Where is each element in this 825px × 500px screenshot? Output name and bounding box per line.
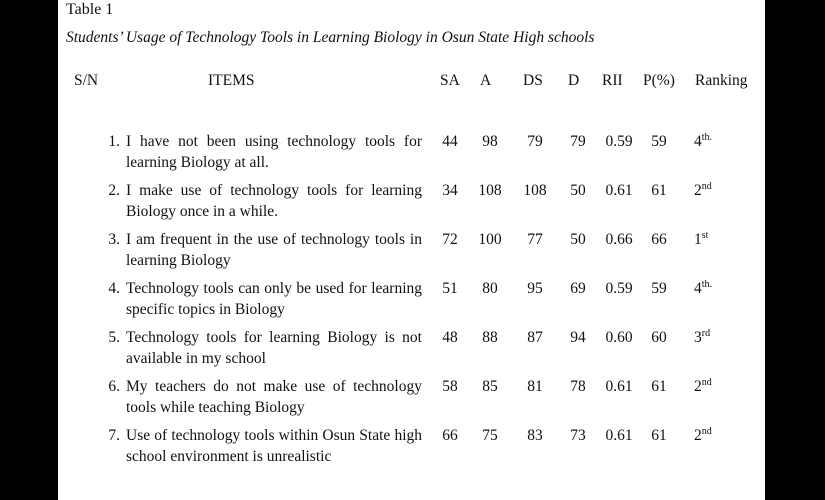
- row-sn: 3.: [108, 231, 120, 248]
- header-p: P(%): [643, 72, 675, 89]
- row-p: 61: [651, 427, 667, 444]
- rank-number: 3: [694, 329, 702, 346]
- rank-suffix: th.: [701, 278, 713, 290]
- row-rii: 0.59: [605, 280, 633, 297]
- table-label: Table 1: [66, 1, 114, 18]
- row-sa: 72: [442, 231, 458, 248]
- row-a: 100: [478, 231, 502, 248]
- row-ranking: [694, 425, 734, 446]
- table-row: [58, 327, 765, 376]
- rank-suffix: rd: [701, 327, 711, 339]
- header-items: ITEMS: [208, 72, 255, 89]
- row-a: 80: [482, 280, 498, 297]
- row-ds: 83: [527, 427, 543, 444]
- header-rii: RII: [602, 72, 623, 89]
- row-sa: 58: [442, 378, 458, 395]
- row-ds: 81: [527, 378, 543, 395]
- row-item: Technology tools for learning Biology is not available in my school: [126, 329, 422, 367]
- row-p: 59: [651, 280, 667, 297]
- row-item: I make use of technology tools for learning Biology once in a while.: [126, 182, 422, 220]
- table-row: [58, 376, 765, 425]
- table-row: [58, 131, 765, 180]
- rank-number: 4: [694, 280, 702, 297]
- rank-number: 2: [694, 378, 702, 395]
- row-sn: 5.: [108, 329, 120, 346]
- row-item: I have not been using technology tools for learning Biology at all.: [126, 133, 422, 171]
- rank-number: 2: [694, 427, 702, 444]
- row-sa: 44: [442, 133, 458, 150]
- rank-suffix: th.: [701, 131, 713, 143]
- row-d: 73: [570, 427, 586, 444]
- row-d: 50: [570, 182, 586, 199]
- row-ranking: [694, 376, 734, 397]
- rank-number: 4: [694, 133, 702, 150]
- row-ds: 87: [527, 329, 543, 346]
- row-rii: 0.59: [605, 133, 633, 150]
- row-rii: 0.66: [605, 231, 633, 248]
- table-row: [58, 278, 765, 327]
- row-ds: 95: [527, 280, 543, 297]
- row-a: 75: [482, 427, 498, 444]
- row-sn: 2.: [108, 182, 120, 199]
- row-d: 94: [570, 329, 586, 346]
- row-a: 108: [478, 182, 502, 199]
- row-p: 61: [651, 182, 667, 199]
- rank-suffix: nd: [701, 425, 712, 437]
- row-rii: 0.60: [605, 329, 633, 346]
- row-ranking: [694, 278, 734, 299]
- row-ranking: [694, 180, 734, 201]
- row-a: 98: [482, 133, 498, 150]
- row-ds: 77: [527, 231, 543, 248]
- row-p: 60: [651, 329, 667, 346]
- row-item: Technology tools can only be used for learning specific topics in Biology: [126, 280, 422, 318]
- row-sa: 48: [442, 329, 458, 346]
- table-row: [58, 425, 765, 474]
- row-a: 88: [482, 329, 498, 346]
- row-sn: 6.: [108, 378, 120, 395]
- rank-suffix: nd: [701, 180, 712, 192]
- rank-number: 2: [694, 182, 702, 199]
- row-ds: 79: [527, 133, 543, 150]
- row-ds: 108: [523, 182, 547, 199]
- rank-suffix: st: [701, 229, 709, 241]
- row-p: 66: [651, 231, 667, 248]
- row-a: 85: [482, 378, 498, 395]
- row-d: 69: [570, 280, 586, 297]
- header-sa: SA: [440, 72, 460, 89]
- row-item: My teachers do not make use of technology tools while teaching Biology: [126, 378, 422, 416]
- row-d: 50: [570, 231, 586, 248]
- document-page: [58, 0, 765, 500]
- row-sn: 4.: [108, 280, 120, 297]
- row-sn: 1.: [108, 133, 120, 150]
- row-item: Use of technology tools within Osun State high school environment is unrealistic: [126, 427, 422, 465]
- row-sa: 51: [442, 280, 458, 297]
- row-item: I am frequent in the use of technology tools in learning Biology: [126, 231, 422, 269]
- row-d: 78: [570, 378, 586, 395]
- row-p: 59: [651, 133, 667, 150]
- header-d: D: [568, 72, 580, 89]
- row-rii: 0.61: [605, 182, 633, 199]
- header-ranking: Ranking: [695, 72, 748, 89]
- table-row: [58, 229, 765, 278]
- row-sa: 34: [442, 182, 458, 199]
- row-ranking: [694, 327, 734, 348]
- header-a: A: [480, 72, 492, 89]
- row-sn: 7.: [108, 427, 120, 444]
- row-rii: 0.61: [605, 427, 633, 444]
- table-row: [58, 180, 765, 229]
- rank-suffix: nd: [701, 376, 712, 388]
- row-rii: 0.61: [605, 378, 633, 395]
- rank-number: 1: [694, 231, 702, 248]
- header-sn: S/N: [74, 72, 99, 89]
- row-d: 79: [570, 133, 586, 150]
- row-ranking: [694, 131, 734, 152]
- row-sa: 66: [442, 427, 458, 444]
- table-caption: Students’ Usage of Technology Tools in Learning Biology in Osun State High schools: [66, 29, 595, 46]
- row-p: 61: [651, 378, 667, 395]
- header-ds: DS: [523, 72, 543, 89]
- row-ranking: [694, 229, 734, 250]
